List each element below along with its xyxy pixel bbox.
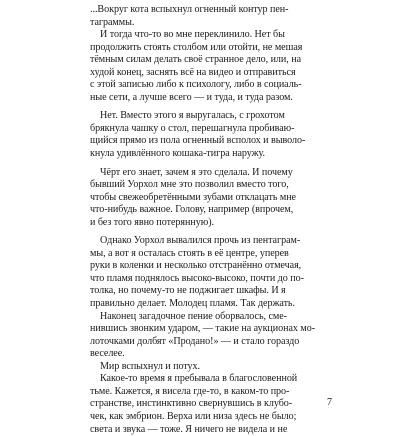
text-line: руки в коленки и несколько отстранённо отмечая,	[90, 260, 332, 273]
page-number: 7	[327, 397, 332, 408]
text-line: продолжить стоять столбом или отойти, не мешая	[90, 42, 332, 55]
text-line: кнула удивлённого кошака-тигра наружу.	[90, 148, 332, 161]
text-line: нившись звонким ударом, — такие на аукционах мо-	[90, 323, 332, 336]
text-line: лоточками долбят «Продано!» — и стало гораздо	[90, 336, 332, 349]
text-line: тёмным силам делать своё странное дело, или, на	[90, 54, 332, 67]
text-line: веселее.	[90, 348, 332, 361]
text-line: И тогда что-то во мне переклинило. Нет бы	[90, 29, 332, 42]
text-line: Чёрт его знает, зачем я это сделала. И почему	[90, 167, 332, 180]
text-line: Какое-то время я пребывала в благословенной	[90, 373, 332, 386]
text-line: света и звука — тоже. Я ничего не видела и не	[90, 424, 332, 436]
text-line: бывший Уорхол мне это позволил вместо того,	[90, 179, 332, 192]
text-line: таграммы.	[90, 17, 332, 30]
text-line: мы, а вот я осталась стоять в её центре, уперев	[90, 248, 332, 261]
text-line: с этой записью либо к психологу, либо в социаль-	[90, 79, 332, 92]
text-line: щийся прямо из пола огненный всполох и выволо-	[90, 135, 332, 148]
text-line: тьме. Кажется, я висела где-то, в каком-то про-	[90, 386, 332, 399]
text-line: что-нибудь важное. Голову, например (впрочем,	[90, 204, 332, 217]
text-line: чек, как эмбрион. Верха или низа здесь не было;	[90, 411, 332, 424]
text-line: ...Вокруг кота вспыхнул огненный контур пен-	[90, 4, 332, 17]
text-line: худой конец, заснять всё на видео и отправиться	[90, 67, 332, 80]
text-line: толка, но почему-то не поджигает шкафы. И я	[90, 285, 332, 298]
text-line: Нет. Вместо этого я выругалась, с грохотом	[90, 110, 332, 123]
text-line: и без того явно потерянную).	[90, 217, 332, 230]
text-line: правильно делает. Молодец пламя. Так держать.	[90, 298, 332, 311]
text-line: Однако Уорхол вывалился прочь из пентаграм-	[90, 235, 332, 248]
text-line: ные сети, а лучше всего — и туда, и туда разом.	[90, 92, 332, 105]
text-line: странстве, инстинктивно свернувшись в клубо-	[90, 398, 332, 411]
text-line: Мир вспыхнул и потух.	[90, 361, 332, 374]
text-line: чтобы свежеобретёнными зубами отклацать мне	[90, 192, 332, 205]
text-line: что пламя поднялось высоко-высоко, почти до по-	[90, 273, 332, 286]
body-text	[90, 4, 332, 436]
text-line: Наконец загадочное пение оборвалось, сме-	[90, 311, 332, 324]
text-line: брякнула чашку о стол, перешагнула пробиваю-	[90, 123, 332, 136]
